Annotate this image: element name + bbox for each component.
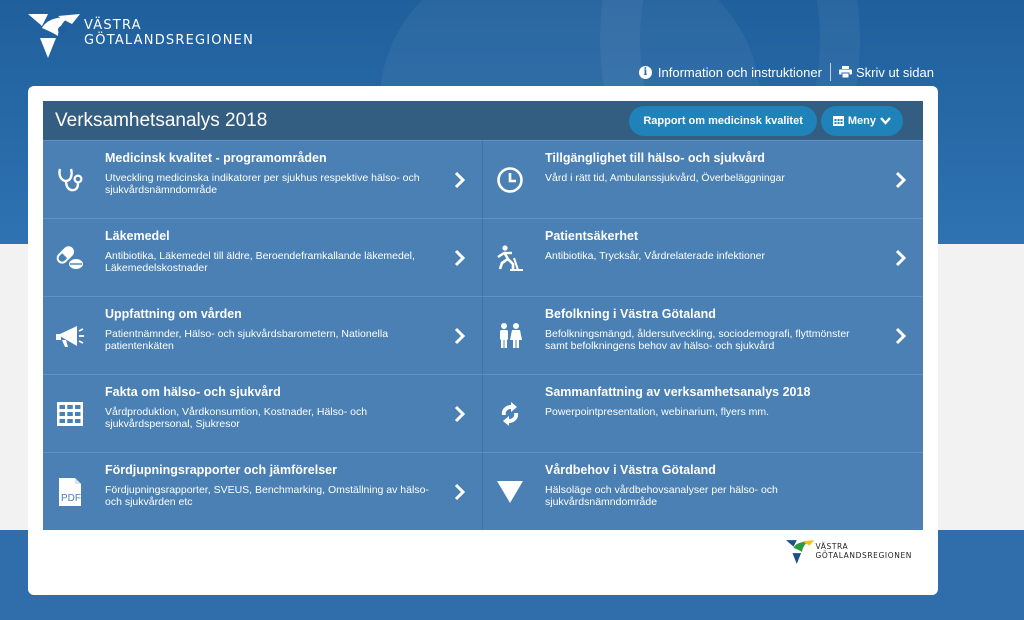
page-title: Verksamhetsanalys 2018 bbox=[55, 109, 268, 131]
vgr-logo-icon bbox=[786, 539, 814, 565]
menu-item-title: Vårdbehov i Västra Götaland bbox=[545, 463, 716, 477]
info-link-label: Information och instruktioner bbox=[657, 64, 822, 80]
info-link[interactable] bbox=[639, 65, 822, 80]
triangle-down-icon bbox=[495, 477, 525, 507]
print-link[interactable] bbox=[839, 65, 934, 80]
chevron-right-icon bbox=[454, 483, 466, 501]
menu-item-title: Sammanfattning av verksamhetsanalys 2018 bbox=[545, 385, 811, 399]
people-icon bbox=[495, 321, 525, 351]
report-button[interactable] bbox=[629, 106, 817, 136]
menu-item-desc: Antibiotika, Trycksår, Vårdrelaterade infektioner bbox=[545, 250, 766, 262]
top-links bbox=[639, 63, 934, 81]
info-icon: i bbox=[639, 66, 652, 79]
menu-item-desc: Fördjupningsrapporter, SVEUS, Benchmarking, Omställning av hälso- och sjukvården etc bbox=[105, 484, 429, 508]
chevron-right-icon bbox=[454, 249, 466, 267]
menu-item-title: Medicinsk kvalitet - programområden bbox=[105, 151, 327, 165]
chevron-right-icon bbox=[895, 327, 907, 345]
menu-button-label: Meny bbox=[847, 114, 876, 127]
menu-item-title: Patientsäkerhet bbox=[545, 229, 639, 243]
vgr-logo-icon bbox=[28, 12, 80, 60]
menu-item-title: Läkemedel bbox=[105, 229, 170, 243]
menu-item-tillganglighet[interactable] bbox=[483, 140, 923, 218]
analysis-panel bbox=[43, 101, 923, 530]
refresh-icon bbox=[495, 399, 525, 429]
menu-item-fakta[interactable] bbox=[43, 374, 483, 452]
chevron-right-icon bbox=[454, 327, 466, 345]
panel-header bbox=[43, 101, 923, 140]
logo-line2: GÖTALANDSREGIONEN bbox=[84, 33, 255, 48]
menu-grid bbox=[43, 140, 923, 530]
menu-item-title: Fakta om hälso- och sjukvård bbox=[105, 385, 281, 399]
pdf-icon bbox=[55, 477, 85, 507]
content-card bbox=[28, 86, 938, 595]
header-buttons bbox=[629, 106, 903, 136]
chevron-down-icon bbox=[880, 117, 891, 125]
menu-item-title: Uppfattning om vården bbox=[105, 307, 242, 321]
calendar-icon bbox=[833, 115, 844, 126]
chevron-right-icon bbox=[895, 249, 907, 267]
menu-item-title: Befolkning i Västra Götaland bbox=[545, 307, 716, 321]
menu-item-desc: Antibiotika, Läkemedel till äldre, Beroendeframkallande läkemedel, Läkemedelskostnader bbox=[105, 250, 415, 274]
menu-item-title: Fördjupningsrapporter och jämförelser bbox=[105, 463, 337, 477]
menu-item-desc: Hälsoläge och vårdbehovsanalyser per hälso- och sjukvårdsnämndområde bbox=[545, 484, 778, 508]
clock-icon bbox=[495, 165, 525, 195]
chevron-right-icon bbox=[454, 405, 466, 423]
menu-item-lakemedel[interactable] bbox=[43, 218, 483, 296]
menu-item-uppfattning[interactable] bbox=[43, 296, 483, 374]
menu-button[interactable] bbox=[821, 106, 903, 136]
svg-text:PDF: PDF bbox=[61, 493, 81, 504]
megaphone-icon bbox=[55, 321, 85, 351]
menu-item-desc: Patientnämnder, Hälso- och sjukvårdsbarometern, Nationella patientenkäten bbox=[105, 328, 389, 352]
menu-item-desc: Powerpointpresentation, webinarium, flyers mm. bbox=[545, 406, 770, 418]
stethoscope-icon bbox=[55, 165, 85, 195]
menu-item-vardbehov[interactable] bbox=[483, 452, 923, 530]
menu-item-desc: Vårdproduktion, Vårdkonsumtion, Kostnader, Hälso- och sjukvårdspersonal, Sjukresor bbox=[105, 406, 368, 430]
menu-item-fordjupning[interactable] bbox=[43, 452, 483, 530]
chevron-right-icon bbox=[454, 171, 466, 189]
menu-item-desc: Vård i rätt tid, Ambulanssjukvård, Överbeläggningar bbox=[545, 172, 785, 184]
menu-item-patientsakerhet[interactable] bbox=[483, 218, 923, 296]
printer-icon bbox=[839, 66, 852, 78]
report-button-label: Rapport om medicinsk kvalitet bbox=[643, 114, 803, 127]
menu-item-sammanfattning[interactable] bbox=[483, 374, 923, 452]
table-grid-icon bbox=[55, 399, 85, 429]
pills-icon bbox=[55, 243, 85, 273]
print-link-label: Skriv ut sidan bbox=[855, 64, 934, 80]
link-separator bbox=[830, 63, 831, 81]
chevron-right-icon bbox=[895, 171, 907, 189]
menu-item-desc: Utveckling medicinska indikatorer per sjukhus respektive hälso- och sjukvårdsnämndområde bbox=[105, 172, 420, 196]
menu-item-befolkning[interactable] bbox=[483, 296, 923, 374]
vgr-logo[interactable] bbox=[28, 12, 254, 60]
footer-logo bbox=[786, 539, 912, 565]
menu-item-title: Tillgänglighet till hälso- och sjukvård bbox=[545, 151, 765, 165]
footer-logo-line1: VÄSTRA bbox=[815, 542, 849, 551]
footer-logo-line2: GÖTALANDSREGIONEN bbox=[815, 551, 912, 560]
menu-item-desc: Befolkningsmängd, åldersutveckling, sociodemografi, flyttmönster samt befolkningens behov av hälso- och sjukvård bbox=[545, 328, 850, 352]
menu-item-medicinsk-kvalitet[interactable] bbox=[43, 140, 483, 218]
person-falling-icon bbox=[495, 243, 525, 273]
logo-line1: VÄSTRA bbox=[84, 18, 142, 33]
